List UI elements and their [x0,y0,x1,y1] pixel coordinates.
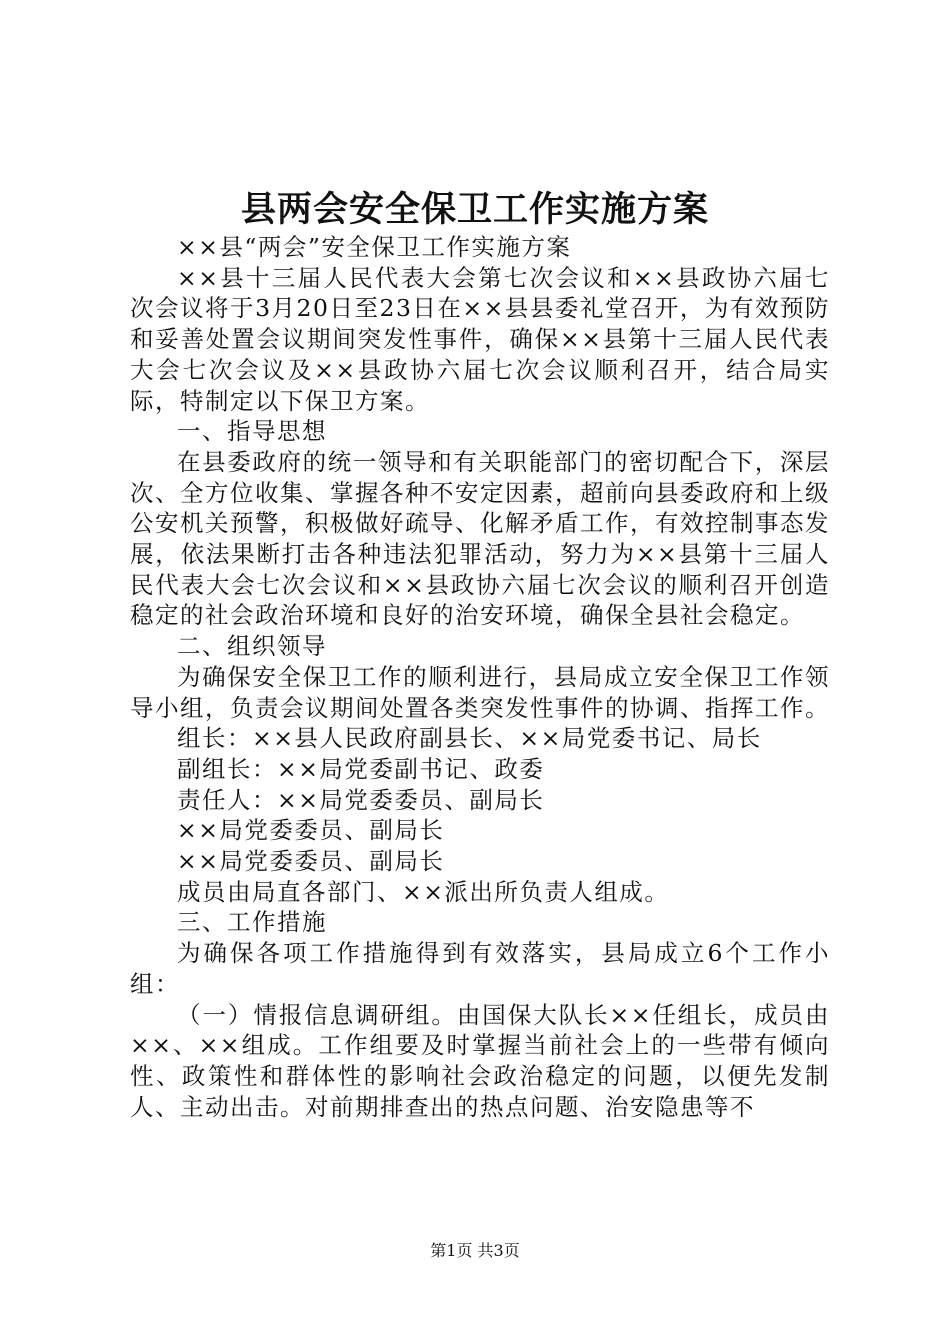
paragraph-group-leader: 组长：××县人民政府副县长、××局党委书记、局长 [177,724,762,753]
paragraph-subtitle: ××县“两会”安全保卫工作实施方案 [177,233,572,261]
paragraph-committee-member-2: ××局党委委员、副局长 [177,847,445,876]
section-heading-guiding-ideology: 一、指导思想 [177,417,327,446]
paragraph-intel-group: （一）情报信息调研组。由国保大队长××任组长，成员由××、××组成。工作组要及时掌握当前社会上的一些带有倾向性、政策性和群体性的影响社会政治稳定的问题，以便先发制人、主动出击。对前期排查出的热点问题、治安隐患等不 [130,1000,830,1121]
paragraph-organization: 为确保安全保卫工作的顺利进行，县局成立安全保卫工作领导小组，负责会议期间处置各类突发性事件的协调、指挥工作。 [130,662,830,722]
page-number-footer: 第1页 共3页 [430,1241,520,1260]
paragraph-deputy-leader: 副组长：××局党委副书记、政委 [177,754,545,783]
paragraph-responsible-person: 责任人：××局党委委员、副局长 [177,785,545,814]
document-title: 县两会安全保卫工作实施方案 [240,189,709,230]
section-heading-organization: 二、组织领导 [177,632,327,661]
document-body [130,232,830,1122]
section-heading-work-measures: 三、工作措施 [177,908,327,937]
paragraph-committee-member-1: ××局党委委员、副局长 [177,816,445,845]
paragraph-intro: ××县十三届人民代表大会第七次会议和××县政协六届七次会议将于3月20日至23日在××县县委礼堂召开，为有效预防和妥善处置会议期间突发性事件，确保××县第十三届人民代表大会七次会议及××县政协六届七次会议顺利召开，结合局实际，特制定以下保卫方案。 [130,263,830,415]
paragraph-work-measures: 为确保各项工作措施得到有效落实，县局成立6个工作小组： [130,939,830,998]
paragraph-guiding-ideology: 在县委政府的统一领导和有关职能部门的密切配合下，深层次、全方位收集、掌握各种不安定因素，超前向县委政府和上级公安机关预警，积极做好疏导、化解矛盾工作，有效控制事态发展，依法果断打击各种违法犯罪活动，努力为××县第十三届人民代表大会七次会议和××县政协六届七次会议的顺利召开创造稳定的社会政治环境和良好的治安环境，确保全县社会稳定。 [130,447,830,630]
paragraph-members: 成员由局直各部门、××派出所负责人组成。 [177,877,670,906]
